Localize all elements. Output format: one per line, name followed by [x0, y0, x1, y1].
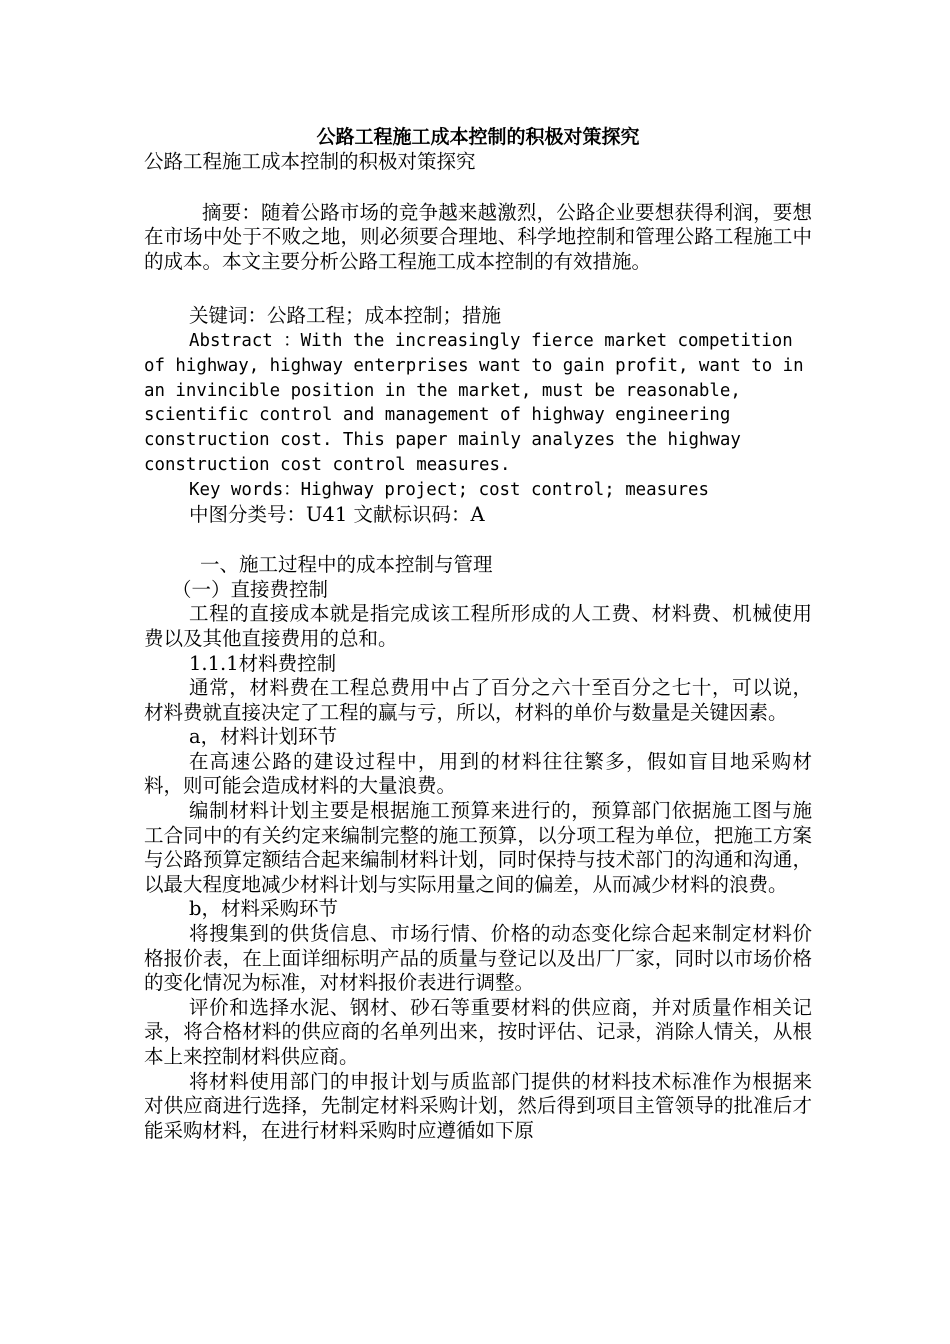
paragraph-purchase-3: 将材料使用部门的申报计划与质监部门提供的材料技术标准作为根据来对供应商进行选择，先制定材料采购计划，然后得到项目主管领导的批准后才能采购材料，在进行材料采购时应遵循如下原 — [144, 1069, 812, 1142]
section-heading: 一、施工过程中的成本控制与管理 — [200, 553, 493, 577]
document-page — [144, 124, 812, 1143]
classification-number: 中图分类号：U41 文献标识码：A — [189, 502, 485, 526]
spacer — [144, 527, 812, 551]
keywords-english: Key words：Highway project; cost control; measures — [189, 479, 709, 500]
paragraph-purchase-2: 评价和选择水泥、钢材、砂石等重要材料的供应商，并对质量作相关记录，将合格材料的供应商的名单列出来，按时评估、记录，消除人情关，从根本上来控制材料供应商。 — [144, 995, 812, 1069]
abstract-chinese: 摘要：随着公路市场的竞争越来越激烈，公路企业要想获得利润，要想在市场中处于不败之地，则必须要合理地、科学地控制和管理公路工程施工中的成本。本文主要分析公路工程施工成本控制的有效措施。 — [144, 200, 812, 273]
abstract-english: Abstract ：With the increasingly fierce market competition of highway, highway enterprises want to gain profit, want to in an invincible position in the market, must be reasonable, scientific control and management of highway engineering construction cost. This paper mainly analyzes the highway construction cost control measures. — [144, 330, 804, 475]
document-title: 公路工程施工成本控制的积极对策探究 — [316, 126, 640, 148]
subsection-heading: （一）直接费控制 — [172, 577, 329, 601]
paragraph-direct-cost: 工程的直接成本就是指完成该工程所形成的人工费、材料费、机械使用费以及其他直接费用的总和。 — [144, 602, 812, 650]
spacer — [144, 274, 812, 298]
spacer — [144, 175, 812, 199]
keywords-chinese: 关键词：公路工程；成本控制；措施 — [189, 304, 502, 328]
heading-material-plan: a，材料计划环节 — [189, 725, 338, 749]
heading-material-cost: 1.1.1材料费控制 — [189, 651, 337, 675]
paragraph-purchase-1: 将搜集到的供货信息、市场行情、价格的动态变化综合起来制定材料价格报价表，在上面详细标明产品的质量与登记以及出厂厂家，同时以市场价格的变化情况为标准，对材料报价表进行调整。 — [144, 922, 812, 995]
heading-material-purchase: b，材料采购环节 — [189, 897, 338, 921]
paragraph-material-cost: 通常，材料费在工程总费用中占了百分之六十至百分之七十，可以说，材料费就直接决定了工程的赢与亏，所以，材料的单价与数量是关键因素。 — [144, 676, 812, 724]
document-subtitle: 公路工程施工成本控制的积极对策探究 — [144, 150, 476, 173]
paragraph-plan-1: 在高速公路的建设过程中，用到的材料往往繁多，假如盲目地采购材料，则可能会造成材料的大量浪费。 — [144, 749, 812, 798]
paragraph-plan-2: 编制材料计划主要是根据施工预算来进行的，预算部门依据施工图与施工合同中的有关约定来编制完整的施工预算，以分项工程为单位，把施工方案与公路预算定额结合起来编制材料计划，同时保持与技术部门的沟通和沟通，以最大程度地减少材料计划与实际用量之间的偏差，从而减少材料的浪费。 — [144, 799, 812, 896]
